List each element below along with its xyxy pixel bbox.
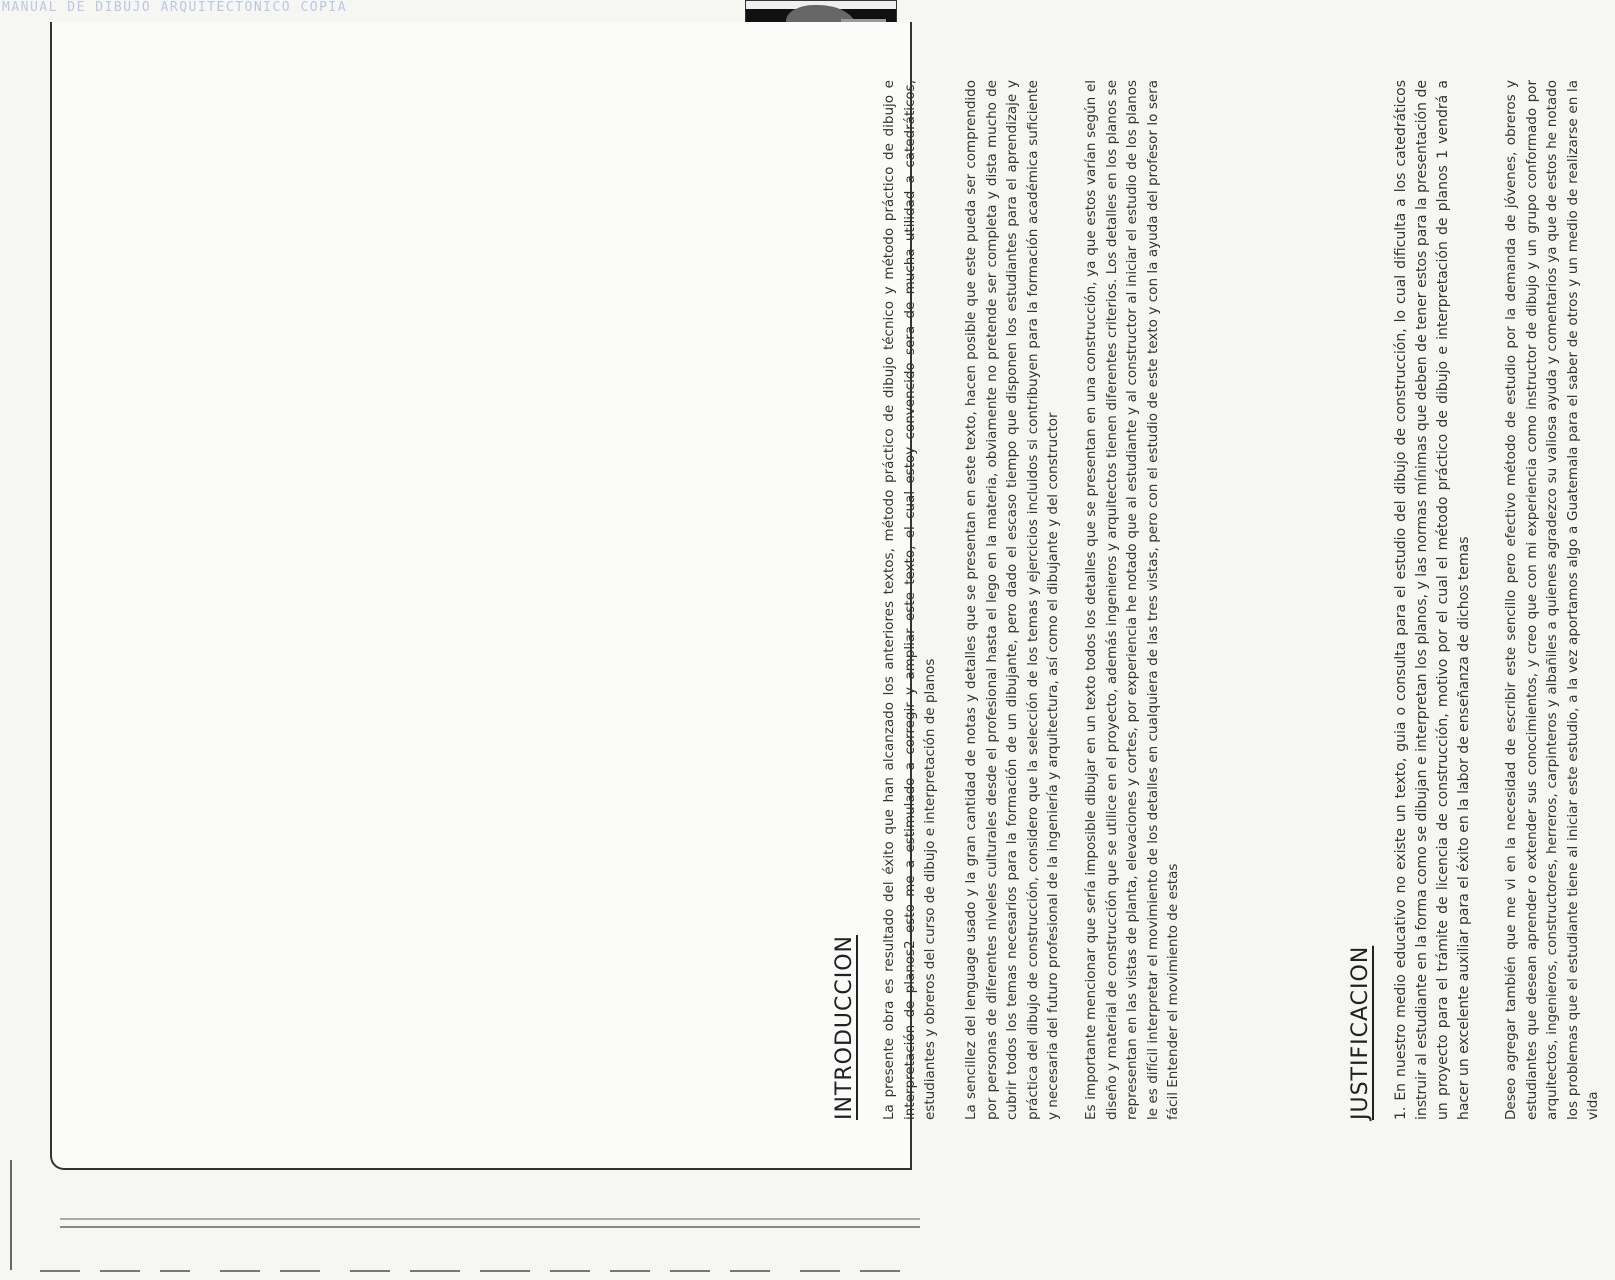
- scan-bottom-marks: [0, 1248, 931, 1280]
- page-frame: [50, 22, 912, 1170]
- justification-paragraph-1: 1. En nuestro medio educativo no existe un texto, guia o consulta para el estudio del dibujo de construcción, lo cual dificulta a los catedráticos instruir al estudiante en la forma como se dibujan e interpretan los planos, y las normas mínimas que deben de tener estos para la presentación de un proyecto para el trámite de licencia de construcción, motivo por el cual el método práctico de dibujo e interpretación de planos 1 vendrá a hacer un excelente auxiliar para el éxito en la labor de enseñanza de dichos temas: [1393, 80, 1472, 1120]
- scan-artifact-line: [60, 1226, 920, 1228]
- intro-paragraph-2: La sencillez del lenguage usado y la gran cantidad de notas y detalles que se presentan en este texto, hacen posible que este pueda ser comprendido por personas de diferentes niveles culturales desde el profesional hasta el lego en la materia, obviamente no pretende ser completa y dista mucho de cubrir todos los temas necesarios para la formación de un dibujante, pero dado el escaso tiempo que disponen los estudiantes para el aprendizaje y práctica del dibujo de construcción, considero que la selección de los temas y ejercicios incluidos si contribuyen para la formación académica suficiente y necesaria del futuro profesional de la ingeniería y arquitectura, así como el dibujante y del constructor: [963, 80, 1061, 1120]
- watermark: MANUAL DE DIBUJO ARQUITECTONICO COPIA: [2, 0, 348, 15]
- justification-paragraph-2: Deseo agregar también que me vi en la necesidad de escribir este sencillo pero efectivo método de estudio por la demanda de jóvenes, obreros y estudiantes que desean aprender o extender sus conocimientos, y creo que con mi experiencia como instructor de dibujo y un grupo conformado por arquitectos, ingenieros, constructores, herreros, carpinteros y albañiles a quienes agradezco su valiosa ayuda y comentarios ya que de estos he notado los problemas que el estudiante tiene al iniciar este estudio, a la vez aportamos algo a Guatemala para el saber de otros y un medio de realizarse en la vida: [1503, 80, 1601, 1120]
- intro-paragraph-1: La presente obra es resultado del éxito que han alcanzado los anteriores textos, método práctico de dibujo técnico y método práctico de dibujo e interpretación de planos2 esto me a estimulado a corregir y ampliar este texto, el cual estoy convencido sera de mucha utilidad a catedráticos, estudiantes y obreros del curso de dibujo e interpretación de planos: [881, 80, 938, 1120]
- intro-paragraph-3: Es importante mencionar que sería imposible dibujar en un texto todos los detalles que se presentan en una construcción, ya que estos varían según el diseño y material de construcción que se utilice en el proyecto, además ingenieros y arquitectos tienen diferentes criterios. Los detalles en los planos se representan en las vistas de planta, elevaciones y cortes, por experiencia he notado que al estudiante y al constructor al iniciar el estudio de los planos le es difícil interpretar el movimiento de los detalles en cualquiera de las tres vistas, pero con el estudio de este texto y con la ayuda del profesor lo sera fácil Entender el movimiento de estas: [1083, 80, 1181, 1120]
- rotated-document-body: [832, 10, 1615, 1120]
- section-title-justificacion: JUSTIFICACION: [1348, 945, 1373, 1120]
- scan-artifact-line: [60, 1218, 920, 1220]
- section-title-introduccion: INTRODUCCION: [832, 934, 857, 1120]
